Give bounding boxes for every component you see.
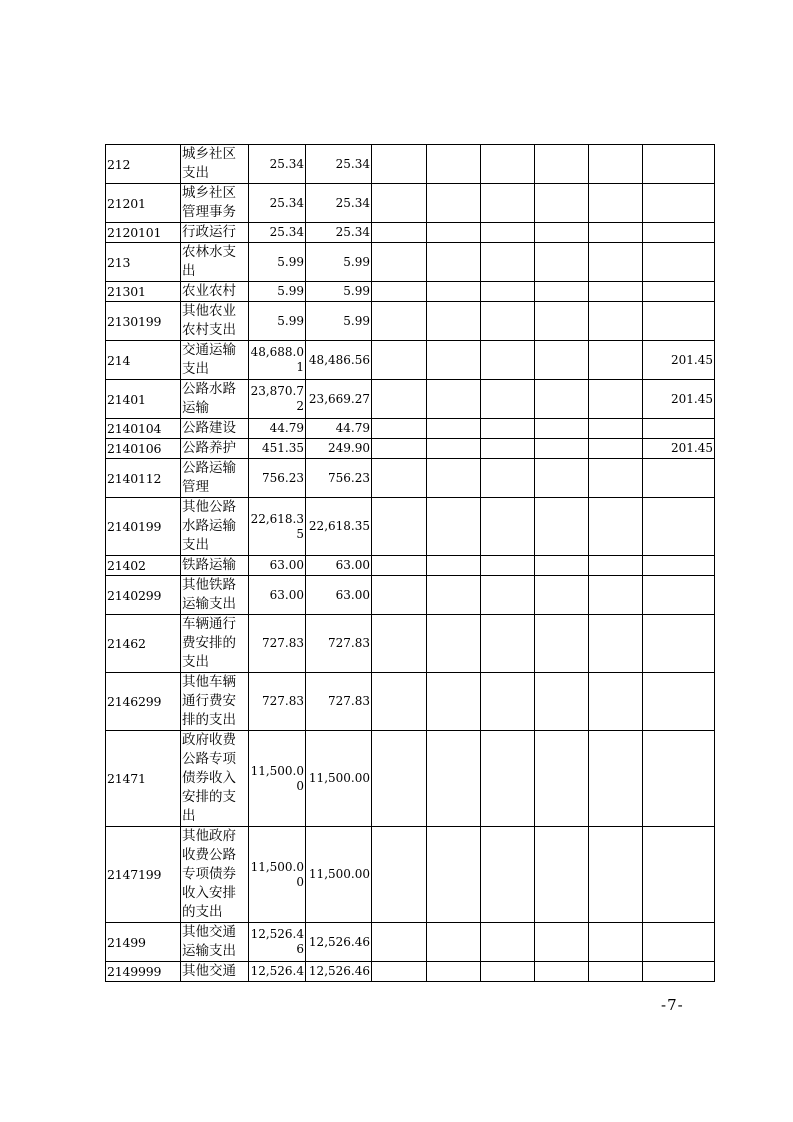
name-cell: 其他交通运输支出 (181, 923, 249, 962)
column-9-cell (589, 556, 643, 576)
name-cell: 其他铁路运输支出 (181, 576, 249, 615)
column-7-cell (481, 282, 535, 302)
name-cell: 铁路运输 (181, 556, 249, 576)
other-expenditure-cell (643, 615, 715, 673)
column-5-cell (372, 419, 427, 439)
column-5-cell (372, 223, 427, 243)
column-9-cell (589, 341, 643, 380)
other-expenditure-cell: 201.45 (643, 439, 715, 459)
code-cell: 2140299 (106, 576, 181, 615)
basic-expenditure-cell: 727.83 (306, 615, 372, 673)
code-cell: 21401 (106, 380, 181, 419)
code-cell: 213 (106, 243, 181, 282)
code-cell: 2140104 (106, 419, 181, 439)
table-row (106, 302, 715, 341)
table-row (106, 556, 715, 576)
column-8-cell (535, 380, 589, 419)
total-cell: 25.34 (249, 223, 306, 243)
column-6-cell (427, 380, 481, 419)
column-7-cell (481, 459, 535, 498)
column-9-cell (589, 731, 643, 827)
total-cell: 25.34 (249, 184, 306, 223)
other-expenditure-cell (643, 184, 715, 223)
column-6-cell (427, 923, 481, 962)
name-cell: 公路水路运输 (181, 380, 249, 419)
total-cell: 11,500.00 (249, 827, 306, 923)
name-cell: 公路养护 (181, 439, 249, 459)
page-number: -7- (661, 996, 684, 1014)
column-6-cell (427, 282, 481, 302)
column-8-cell (535, 731, 589, 827)
table-row (106, 615, 715, 673)
basic-expenditure-cell: 25.34 (306, 145, 372, 184)
column-9-cell (589, 576, 643, 615)
table-body (106, 145, 715, 982)
column-9-cell (589, 439, 643, 459)
column-6-cell (427, 341, 481, 380)
code-cell: 21402 (106, 556, 181, 576)
name-cell: 其他公路水路运输支出 (181, 498, 249, 556)
code-cell: 21301 (106, 282, 181, 302)
column-9-cell (589, 615, 643, 673)
column-6-cell (427, 145, 481, 184)
column-5-cell (372, 439, 427, 459)
column-7-cell (481, 556, 535, 576)
column-5-cell (372, 576, 427, 615)
column-6-cell (427, 576, 481, 615)
column-9-cell (589, 184, 643, 223)
column-7-cell (481, 673, 535, 731)
column-9-cell (589, 459, 643, 498)
basic-expenditure-cell: 756.23 (306, 459, 372, 498)
table-row (106, 145, 715, 184)
name-cell: 城乡社区管理事务 (181, 184, 249, 223)
table-row (106, 923, 715, 962)
column-5-cell (372, 556, 427, 576)
column-5-cell (372, 184, 427, 223)
other-expenditure-cell: 201.45 (643, 380, 715, 419)
table-row (106, 184, 715, 223)
code-cell: 2146299 (106, 673, 181, 731)
code-cell: 21499 (106, 923, 181, 962)
total-cell: 63.00 (249, 576, 306, 615)
name-cell: 公路运输管理 (181, 459, 249, 498)
table-row (106, 576, 715, 615)
total-cell: 727.83 (249, 673, 306, 731)
column-8-cell (535, 223, 589, 243)
column-9-cell (589, 243, 643, 282)
column-8-cell (535, 419, 589, 439)
column-5-cell (372, 302, 427, 341)
column-6-cell (427, 302, 481, 341)
column-5-cell (372, 341, 427, 380)
code-cell: 2140106 (106, 439, 181, 459)
basic-expenditure-cell: 12,526.46 (306, 962, 372, 982)
column-7-cell (481, 243, 535, 282)
column-5-cell (372, 380, 427, 419)
column-9-cell (589, 223, 643, 243)
other-expenditure-cell (643, 556, 715, 576)
column-6-cell (427, 243, 481, 282)
column-6-cell (427, 673, 481, 731)
total-cell: 451.35 (249, 439, 306, 459)
table-row (106, 459, 715, 498)
column-5-cell (372, 731, 427, 827)
table-row (106, 380, 715, 419)
column-5-cell (372, 243, 427, 282)
code-cell: 2147199 (106, 827, 181, 923)
code-cell: 2149999 (106, 962, 181, 982)
column-9-cell (589, 962, 643, 982)
basic-expenditure-cell: 5.99 (306, 282, 372, 302)
other-expenditure-cell (643, 498, 715, 556)
column-8-cell (535, 282, 589, 302)
basic-expenditure-cell: 5.99 (306, 243, 372, 282)
column-9-cell (589, 673, 643, 731)
other-expenditure-cell (643, 962, 715, 982)
basic-expenditure-cell: 5.99 (306, 302, 372, 341)
code-cell: 21462 (106, 615, 181, 673)
column-8-cell (535, 184, 589, 223)
column-8-cell (535, 556, 589, 576)
column-7-cell (481, 419, 535, 439)
code-cell: 212 (106, 145, 181, 184)
other-expenditure-cell (643, 673, 715, 731)
column-7-cell (481, 439, 535, 459)
total-cell: 22,618.35 (249, 498, 306, 556)
column-9-cell (589, 302, 643, 341)
column-9-cell (589, 145, 643, 184)
column-8-cell (535, 439, 589, 459)
table-row (106, 673, 715, 731)
column-6-cell (427, 962, 481, 982)
basic-expenditure-cell: 25.34 (306, 184, 372, 223)
total-cell: 12,526.4 (249, 962, 306, 982)
table-row (106, 419, 715, 439)
column-5-cell (372, 962, 427, 982)
column-5-cell (372, 282, 427, 302)
column-9-cell (589, 498, 643, 556)
column-7-cell (481, 576, 535, 615)
column-6-cell (427, 615, 481, 673)
name-cell: 行政运行 (181, 223, 249, 243)
other-expenditure-cell (643, 302, 715, 341)
table-row (106, 498, 715, 556)
column-9-cell (589, 827, 643, 923)
column-9-cell (589, 923, 643, 962)
name-cell: 交通运输支出 (181, 341, 249, 380)
total-cell: 63.00 (249, 556, 306, 576)
other-expenditure-cell (643, 243, 715, 282)
basic-expenditure-cell: 11,500.00 (306, 827, 372, 923)
column-7-cell (481, 962, 535, 982)
table-row (106, 243, 715, 282)
table-row (106, 439, 715, 459)
column-6-cell (427, 439, 481, 459)
column-7-cell (481, 184, 535, 223)
column-7-cell (481, 827, 535, 923)
column-7-cell (481, 498, 535, 556)
name-cell: 其他交通 (181, 962, 249, 982)
basic-expenditure-cell: 249.90 (306, 439, 372, 459)
column-5-cell (372, 498, 427, 556)
name-cell: 政府收费公路专项债券收入安排的支出 (181, 731, 249, 827)
column-8-cell (535, 459, 589, 498)
table-row (106, 962, 715, 982)
total-cell: 44.79 (249, 419, 306, 439)
total-cell: 48,688.01 (249, 341, 306, 380)
column-7-cell (481, 615, 535, 673)
column-7-cell (481, 223, 535, 243)
column-6-cell (427, 498, 481, 556)
column-9-cell (589, 419, 643, 439)
total-cell: 5.99 (249, 243, 306, 282)
total-cell: 727.83 (249, 615, 306, 673)
total-cell: 12,526.46 (249, 923, 306, 962)
other-expenditure-cell (643, 223, 715, 243)
name-cell: 公路建设 (181, 419, 249, 439)
other-expenditure-cell (643, 282, 715, 302)
code-cell: 21471 (106, 731, 181, 827)
basic-expenditure-cell: 25.34 (306, 223, 372, 243)
column-5-cell (372, 145, 427, 184)
column-8-cell (535, 962, 589, 982)
column-8-cell (535, 341, 589, 380)
total-cell: 756.23 (249, 459, 306, 498)
code-cell: 2140199 (106, 498, 181, 556)
table-row (106, 223, 715, 243)
basic-expenditure-cell: 44.79 (306, 419, 372, 439)
column-6-cell (427, 731, 481, 827)
table-row (106, 827, 715, 923)
column-5-cell (372, 673, 427, 731)
column-6-cell (427, 223, 481, 243)
table-row (106, 341, 715, 380)
column-5-cell (372, 615, 427, 673)
column-8-cell (535, 923, 589, 962)
total-cell: 11,500.00 (249, 731, 306, 827)
name-cell: 车辆通行费安排的支出 (181, 615, 249, 673)
name-cell: 城乡社区支出 (181, 145, 249, 184)
basic-expenditure-cell: 63.00 (306, 576, 372, 615)
column-6-cell (427, 419, 481, 439)
code-cell: 2130199 (106, 302, 181, 341)
column-7-cell (481, 380, 535, 419)
column-5-cell (372, 827, 427, 923)
column-6-cell (427, 459, 481, 498)
other-expenditure-cell (643, 923, 715, 962)
other-expenditure-cell (643, 731, 715, 827)
column-9-cell (589, 380, 643, 419)
total-cell: 25.34 (249, 145, 306, 184)
column-8-cell (535, 576, 589, 615)
column-8-cell (535, 498, 589, 556)
total-cell: 5.99 (249, 302, 306, 341)
column-9-cell (589, 282, 643, 302)
total-cell: 23,870.72 (249, 380, 306, 419)
code-cell: 2120101 (106, 223, 181, 243)
name-cell: 其他农业农村支出 (181, 302, 249, 341)
other-expenditure-cell (643, 576, 715, 615)
other-expenditure-cell (643, 459, 715, 498)
column-8-cell (535, 673, 589, 731)
column-7-cell (481, 923, 535, 962)
column-6-cell (427, 184, 481, 223)
code-cell: 2140112 (106, 459, 181, 498)
column-5-cell (372, 923, 427, 962)
basic-expenditure-cell: 63.00 (306, 556, 372, 576)
table-row (106, 282, 715, 302)
other-expenditure-cell (643, 145, 715, 184)
name-cell: 其他政府收费公路专项债券收入安排的支出 (181, 827, 249, 923)
column-8-cell (535, 302, 589, 341)
code-cell: 214 (106, 341, 181, 380)
basic-expenditure-cell: 727.83 (306, 673, 372, 731)
column-6-cell (427, 827, 481, 923)
basic-expenditure-cell: 12,526.46 (306, 923, 372, 962)
basic-expenditure-cell: 23,669.27 (306, 380, 372, 419)
name-cell: 农业农村 (181, 282, 249, 302)
column-7-cell (481, 731, 535, 827)
column-8-cell (535, 615, 589, 673)
column-8-cell (535, 243, 589, 282)
table-row (106, 731, 715, 827)
budget-table (105, 144, 715, 982)
name-cell: 其他车辆通行费安排的支出 (181, 673, 249, 731)
name-cell: 农林水支出 (181, 243, 249, 282)
basic-expenditure-cell: 22,618.35 (306, 498, 372, 556)
column-8-cell (535, 145, 589, 184)
other-expenditure-cell (643, 827, 715, 923)
column-7-cell (481, 145, 535, 184)
basic-expenditure-cell: 11,500.00 (306, 731, 372, 827)
column-6-cell (427, 556, 481, 576)
other-expenditure-cell (643, 419, 715, 439)
code-cell: 21201 (106, 184, 181, 223)
total-cell: 5.99 (249, 282, 306, 302)
column-7-cell (481, 341, 535, 380)
column-7-cell (481, 302, 535, 341)
basic-expenditure-cell: 48,486.56 (306, 341, 372, 380)
column-8-cell (535, 827, 589, 923)
other-expenditure-cell: 201.45 (643, 341, 715, 380)
column-5-cell (372, 459, 427, 498)
